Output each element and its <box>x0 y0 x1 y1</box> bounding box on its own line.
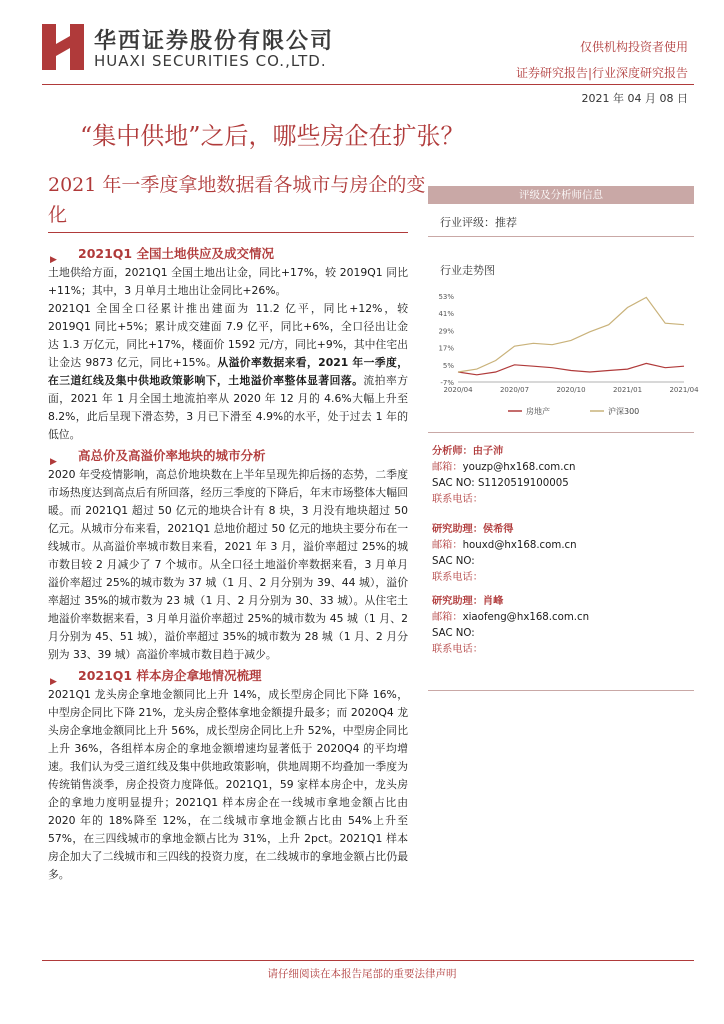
sidebar-divider <box>428 236 694 237</box>
paragraph <box>48 300 408 444</box>
x-tick-label: 2020/10 <box>556 386 586 394</box>
section-heading <box>48 446 408 466</box>
y-tick-label: 53% <box>438 293 454 301</box>
y-tick-label: 29% <box>438 327 454 336</box>
analyst-block <box>432 594 692 658</box>
x-tick-label: 2021/01 <box>612 386 643 394</box>
trend-chart-label: 行业走势图 <box>440 264 495 277</box>
industry-trend-chart <box>428 286 699 426</box>
paragraph-text: 2021Q1 龙头房企拿地金额同比上升 14%，成长型房企同比下降 16%，中型房企同比下降 21%，龙头房企整体拿地金额提升最多；而 2020Q4 龙头房企拿地金额同比上升 56%，成长型房企同比上升 52%，中型房企同比上升 36%，各组样本房企的拿地金额增速均显著低于 2020Q4 的平均增速。我们认为受三道红线及集中供地政策影响，供地周期不均叠加一季度为传统销售淡季，房企投资力度降低。2021Q1，59 家样本房企中，龙头房企的拿地力度明显提升；2021Q1 样本房企在一线城市拿地金额占比由 2020 年的 18%降至 12%，在二线城市拿地金额占比由 54%上升至 57%，在三四线城市的拿地金额占比为 31%，上升 2pct。2021Q1 样本房企加大了二线城市和三四线的投资力度，在二线城市的拿地金额占比仍最多。 <box>48 688 408 881</box>
x-tick-label: 2020/04 <box>443 386 473 394</box>
analyst-block <box>432 444 692 508</box>
main-content <box>48 242 408 884</box>
paragraph-text: 流拍率方面，2021 年 1 月全国土地流拍率从 2020 年 12 月的 4.6%大幅上升至 8.2%，此后呈现下滑态势，3 月已下滑至 4.9%的水平，处于过去 1 年的低位。 <box>48 374 409 441</box>
paragraph-text: 2020 年受疫情影响，高总价地块数在上半年呈现先抑后扬的态势，二季度市场热度达到高点后有所回落，经历三季度的下降后，年末市场整体大幅回暖。而 2021Q1 超过 50 亿元的地块合计有 8 块，3 月没有地块超过 50 亿元。从城市分布来看，2021Q1 总地价超过 50 亿元的地块主要分布在一线城市。从高溢价率城市数目来看，2021 年 3 月，溢价率超过 25%的城市数目较 2 月减少了 7 个城市。从全口径土地溢价率数据来看，3 月单月溢价率超过 25%的城市数为 37 城（1 月、2 月分别为 39、44 城），溢价率超过 35%的城市数为 23 城（1 月、2 月分别为 30、33 城）。从住宅土地溢价率数据来看，3 月单月溢价率超过 25%的城市数为 45 城（1 月、2 月分别为 45、51 城），溢价率超过 35%的城市数为 28 城（1 月、2 月分别为 33、39 城）高溢价率城市数目趋于减少。 <box>48 468 408 661</box>
sidebar-title: 评级及分析师信息 <box>519 189 603 201</box>
paragraph-text: 2021Q1 全国全口径累计推出建面为 11.2 亿平，同比+12%，较 2019Q1 同比+5%；累计成交建面 7.9 亿平，同比+6%，全口径出让金达 1.3 万亿元，同比+17%，楼面价 1592 元/方，同比+9%，其中住宅出让金达 9873 亿元，同比+15%。 <box>48 302 408 369</box>
footer-divider <box>42 960 694 961</box>
email-label: 邮箱： <box>432 462 463 473</box>
section-heading <box>48 244 408 264</box>
sac-label: SAC NO: <box>432 478 475 489</box>
section-heading <box>48 666 408 686</box>
sidebar-divider <box>428 432 694 433</box>
section-heading-text: 高总价及高溢价率地块的城市分析 <box>78 448 266 463</box>
x-tick-label: 2021/04 <box>669 386 699 394</box>
section-heading-text: 2021Q1 样本房企拿地情况梳理 <box>78 668 262 683</box>
series-line-real-estate <box>458 363 684 374</box>
phone-label: 联系电话： <box>432 644 483 655</box>
y-tick-label: 41% <box>438 310 454 319</box>
company-name-en: HUAXI SECURITIES CO.,LTD. <box>94 52 327 70</box>
legend-label: 沪深300 <box>608 407 640 416</box>
analyst-role: 研究助理：肖峰 <box>432 596 504 607</box>
y-tick-label: 5% <box>442 361 454 370</box>
paragraph <box>48 264 408 300</box>
industry-rating: 行业评级：推荐 <box>440 216 517 229</box>
legal-notice[interactable]: 请仔细阅读在本报告尾部的重要法律声明 <box>267 968 457 980</box>
email-label: 邮箱： <box>432 612 463 623</box>
analyst-role: 研究助理：侯希得 <box>432 524 514 535</box>
analyst-email[interactable]: youzp@hx168.com.cn <box>462 462 576 473</box>
y-tick-label: 17% <box>438 344 454 353</box>
triangle-bullet-icon: ▶ <box>50 677 57 687</box>
email-label: 邮箱： <box>432 540 463 551</box>
paragraph-bold-text: 从溢价率数据来看，2021 年一季度，在三道红线及集中供地政策影响下，土地溢价率整体显著回落。 <box>48 356 408 387</box>
sidebar-divider <box>428 690 694 691</box>
phone-label: 联系电话： <box>432 572 483 583</box>
sac-label: SAC NO: <box>432 556 475 567</box>
triangle-bullet-icon: ▶ <box>50 457 57 467</box>
analyst-email[interactable]: houxd@hx168.com.cn <box>462 540 577 551</box>
legend-label: 房地产 <box>526 407 550 416</box>
huaxi-logo-icon <box>42 24 84 70</box>
sac-number: S1120519100005 <box>477 478 569 489</box>
report-date: 2021 年 04 月 08 日 <box>581 92 688 105</box>
paragraph <box>48 686 408 884</box>
audience-tag: 仅供机构投资者使用 <box>579 40 688 54</box>
triangle-bullet-icon: ▶ <box>50 255 57 265</box>
page-subtitle: 2021 年一季度拿地数据看各城市与房企的变化 <box>48 174 426 226</box>
series-line-csi300 <box>458 297 684 372</box>
page-title: “集中供地”之后，哪些房企在扩张？ <box>80 122 465 150</box>
y-tick-label: -7% <box>440 379 454 387</box>
section-heading-text: 2021Q1 全国土地供应及成交情况 <box>78 246 274 261</box>
subtitle-divider <box>48 232 408 233</box>
analyst-block <box>432 522 692 586</box>
report-type: 证券研究报告|行业深度研究报告 <box>515 66 688 80</box>
header-divider <box>42 84 694 85</box>
x-tick-label: 2020/07 <box>499 386 530 394</box>
company-name-cn: 华西证券股份有限公司 <box>94 29 335 54</box>
phone-label: 联系电话： <box>432 494 483 505</box>
analyst-role: 分析师：由子沛 <box>432 446 504 457</box>
sac-label: SAC NO: <box>432 628 475 639</box>
paragraph-text: 土地供给方面，2021Q1 全国土地出让金，同比+17%，较 2019Q1 同比+11%；其中，3 月单月土地出让金同比+26%。 <box>48 266 408 297</box>
paragraph <box>48 466 408 664</box>
analyst-email[interactable]: xiaofeng@hx168.com.cn <box>462 612 590 623</box>
